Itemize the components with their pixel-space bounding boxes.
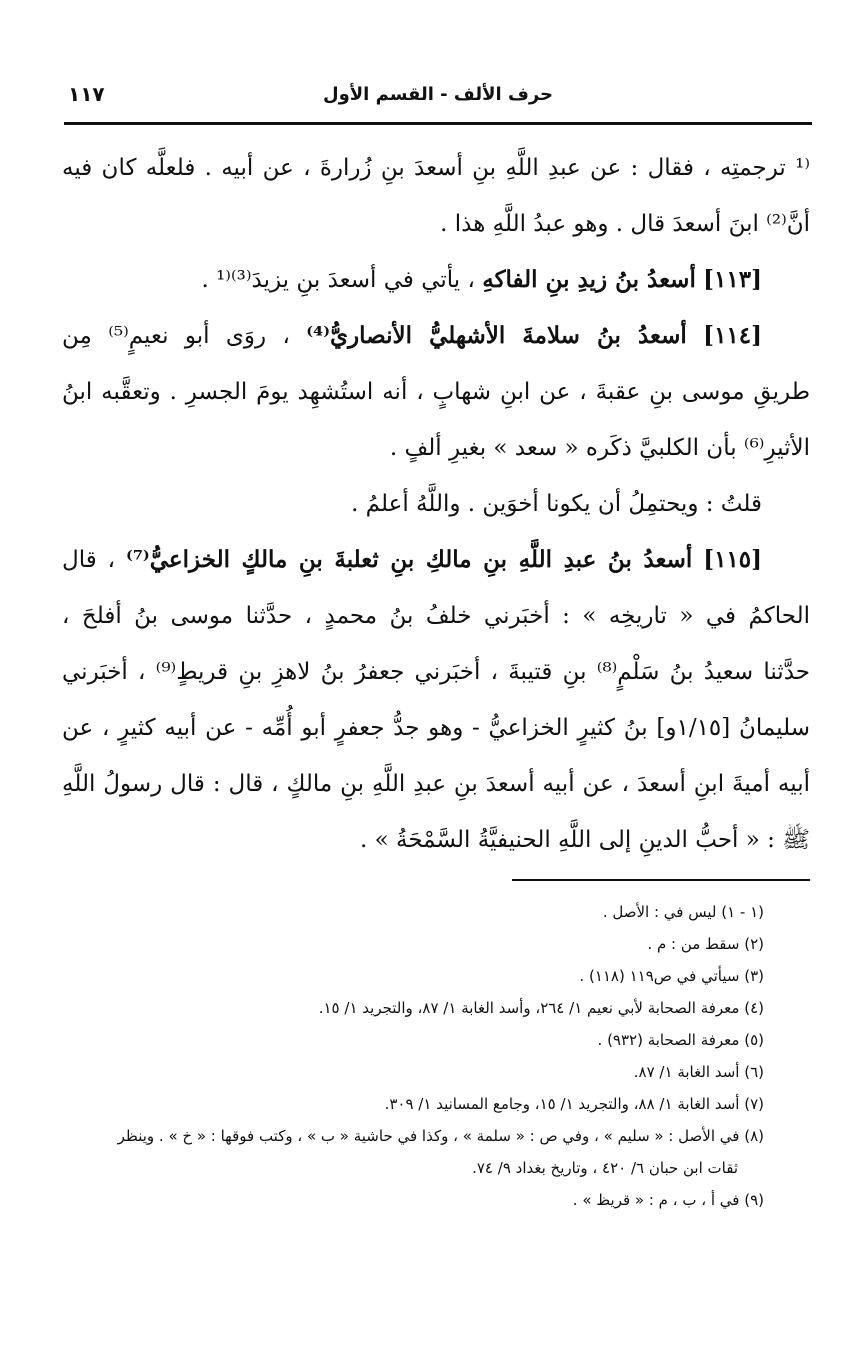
page-number: ١١٧ xyxy=(68,82,105,106)
entry-text: ، يأتي في أسعدَ بنِ يزيدَ⁽³⁾⁽¹ . xyxy=(201,267,475,293)
text-line: الأثيرِ⁽⁶⁾ بأن الكلبيَّ ذكَره « سعد » بغيرِ ألفٍ . xyxy=(389,435,810,461)
text-line: أنَّ⁽²⁾ ابنَ أسعدَ قال . وهو عبدُ اللَّهِ هذا . xyxy=(440,211,810,237)
footnote: (٤) معرفة الصحابة لأبي نعيم ١/ ٢٦٤، وأسد الغابة ١/ ٨٧، والتجريد ١/ ١٥. xyxy=(318,999,764,1017)
text-line: أبيه أميةَ ابنِ أسعدَ ، عن أبيه أسعدَ بنِ عبدِ اللَّهِ بنِ مالكٍ ، قال : قال رسولُ اللَّهِ xyxy=(62,771,810,797)
footnotes xyxy=(52,896,764,1216)
main-text xyxy=(62,140,810,868)
footnote: (٣) سيأتي في ص١١٩ (١١٨) . xyxy=(579,967,764,985)
footnote: (٥) معرفة الصحابة (٩٣٢) . xyxy=(597,1031,764,1049)
entry-name: أسعدُ بنُ سلامةَ الأشهليُّ الأنصاريُّ⁽⁴⁾ xyxy=(306,322,687,349)
text-line: طريقِ موسى بنِ عقبةَ ، عن ابنِ شهابٍ ، أنه استُشهِد يومَ الجسرِ . وتعقَّبه ابنُ xyxy=(62,379,810,405)
entry-text: ، روَى أبو نعيمٍ⁽⁵⁾ مِن xyxy=(62,323,290,349)
header-rule xyxy=(64,122,812,125)
footnote-rule xyxy=(512,879,810,881)
text-line: قلتُ : ويحتمِلُ أن يكونا أخوَين . واللَّهُ أعلمُ . xyxy=(351,491,762,517)
footnote: (٩) في أ ، ب ، م : « قريظ » . xyxy=(572,1191,764,1209)
entry-114 xyxy=(62,308,810,364)
entry-number: [١١٥] xyxy=(703,546,763,573)
footnote: (٧) أسد الغابة ١/ ٨٨، والتجريد ١/ ١٥، وجامع المسانيد ١/ ٣٠٩. xyxy=(384,1095,764,1113)
entry-number: [١١٣] xyxy=(703,266,762,293)
entry-name: أسعدُ بنُ زيدِ بنِ الفاكهِ xyxy=(482,266,696,293)
text-line: سليمانُ [١/١٥و] بنُ كثيرٍ الخزاعيُّ - وهو جدُّ جعفرٍ أبو أُمِّه - عن أبيه كثيرٍ ، عن xyxy=(62,715,810,741)
entry-number: [١١٤] xyxy=(703,322,763,349)
text-line: الحاكمُ في « تاريخِه » : أخبَرني خلفُ بنُ محمدٍ ، حدَّثنا موسى بنُ أفلحَ ، xyxy=(62,603,810,629)
footnote-continuation: ثقات ابن حبان ٦/ ٤٢٠ ، وتاريخ بغداد ٩/ ٧٤. xyxy=(472,1159,738,1177)
footnote: (٨) في الأصل : « سليم » ، وفي ص : « سلمة » ، وكذا في حاشية « ب » ، وكتب فوقها : « خ » . وينظر xyxy=(117,1127,764,1145)
entry-name: أسعدُ بنُ عبدِ اللَّهِ بنِ مالكِ بنِ ثعلبةَ بنِ مالكٍ الخزاعيُّ⁽⁷⁾ xyxy=(125,546,693,573)
footnote: (١ - ١) ليس في : الأصل . xyxy=(602,903,764,921)
running-title: حرف الألف - القسم الأول xyxy=(322,84,554,105)
entry-text: ، قال xyxy=(62,547,116,573)
entry-113 xyxy=(62,252,810,308)
entry-115 xyxy=(62,532,810,588)
text-line: حدَّثنا سعيدُ بنُ سَلْمٍ⁽⁸⁾ بنِ قتيبةَ ، أخبَرني جعفرُ بنُ لاهزِ بنِ قريطٍ⁽⁹⁾ ، أخبَرني xyxy=(62,659,810,685)
text-line: ⁽¹ ترجمتِه ، فقال : عن عبدِ اللَّهِ بنِ أسعدَ بنِ زُرارةَ ، عن أبيه . فلعلَّه كان فيه xyxy=(62,155,810,181)
footnote: (٦) أسد الغابة ١/ ٨٧. xyxy=(633,1063,764,1081)
footnote: (٢) سقط من : م . xyxy=(647,935,764,953)
text-line: ﷺ : « أحبُّ الدينِ إلى اللَّهِ الحنيفيَّةُ السَّمْحَةُ » . xyxy=(359,827,810,853)
page-header xyxy=(68,78,808,118)
